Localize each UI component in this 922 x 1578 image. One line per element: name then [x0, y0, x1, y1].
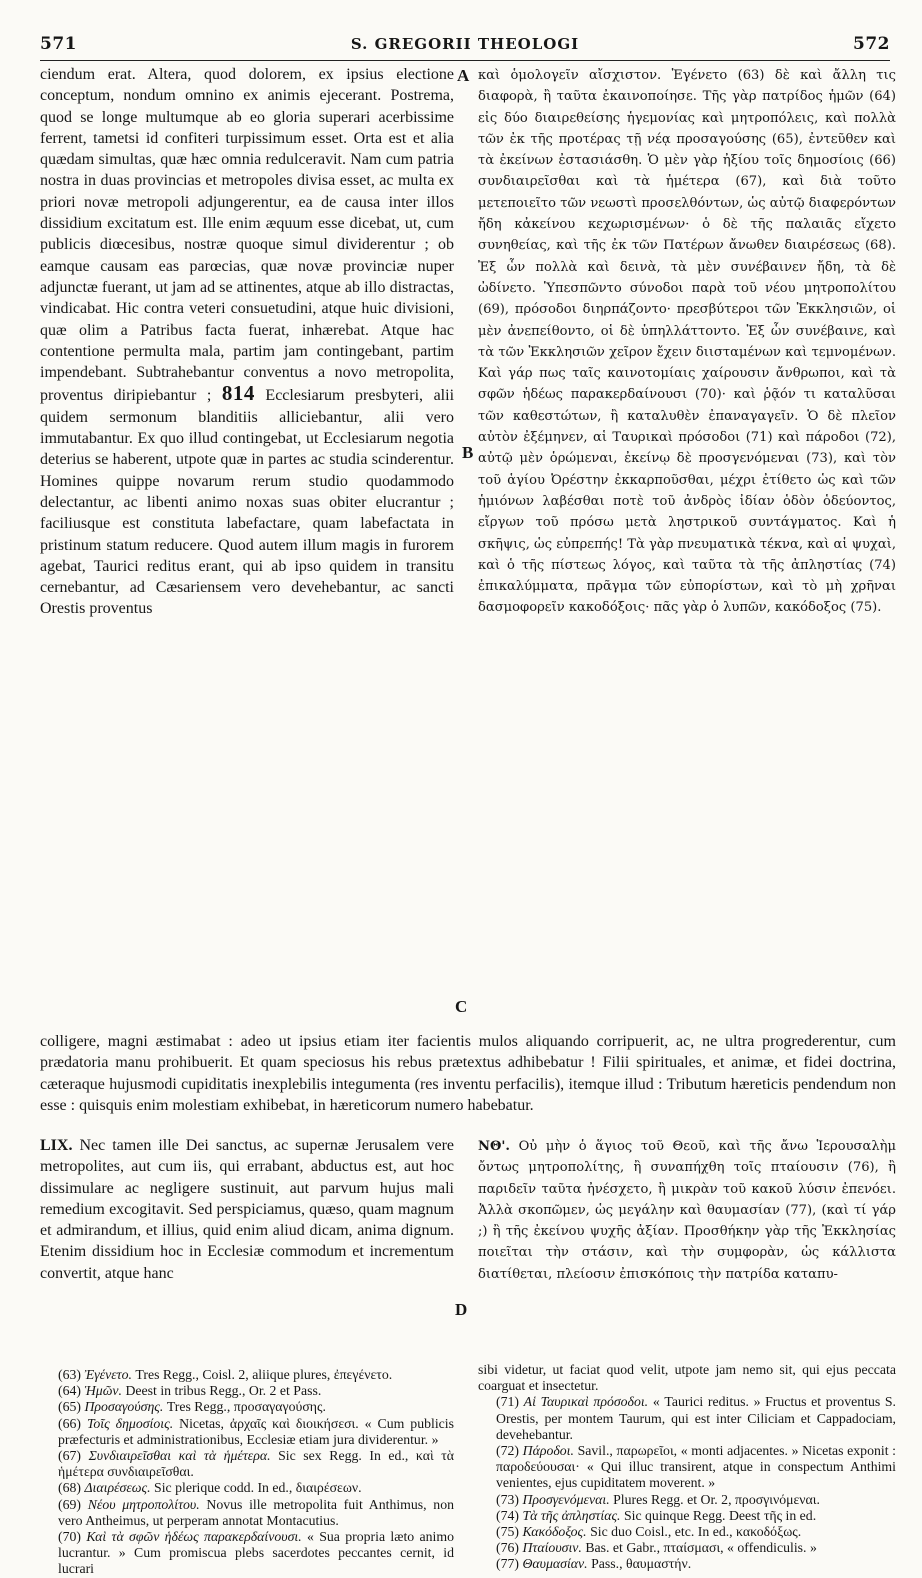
footnote-text: Sic plerique codd. In ed., διαιρέσεων.: [154, 1480, 362, 1496]
footnote-number: (65): [58, 1399, 81, 1415]
latin-text-part2: Ecclesiarum presbyteri, alii quidem sermonum blanditiis alliciebantur, alii vero immutabantur. Ex quo illud contingebat, ut Ecclesiarum negotia deterius se haberent, utpote quæ in partes ac studia scinderentur. Homines quippe novarum rerum studio quodammodo delectantur, ac libenti animo noxas suas obiter elucrantur ; faciliusque est constituta labefactare, quam labefactata in pristinum statum reducere. Quod autem illum magis in furorem agebat, Taurici reditus erant, qui ab ipso quidem in transitu cernebantur, ad Cæsariensem vero devehebantur, ac sancti Orestis proventus: [40, 387, 455, 618]
footnote-number: (74): [496, 1507, 519, 1523]
footnote-lemma: Πάροδοι.: [522, 1443, 574, 1459]
footnote-number: (71): [496, 1394, 519, 1410]
footnotes-left: [40, 1367, 454, 1578]
footnote: [40, 1367, 454, 1383]
greek-paragraph: καὶ ὁμολογεῖν αἴσχιστον. Ἐγένετο (63) δὲ καὶ ἄλλη τις διαφορὰ, ἢ ταῦτα ἐκαινοποίησε. Τῆς γὰρ πατρίδος ἡμῶν (64) εἰς δύο διαιρεθείσης ἡγεμονίας καὶ μητροπόλεις, καὶ πολλὰ τῶν ἐκ τῆς προτέρας τῇ νέᾳ προσαγούσης (65), ἐντεῦθεν καὶ τὰ ἐκείνων ἐστασιάσθη. Ὁ μὲν γὰρ ἠξίου τοῖς δημοσίοις (66) συνδιαιρεῖσθαι καὶ τὰ ἡμέτερα (67), καὶ διὰ τοῦτο μετεποιεῖτο τῶν νεωστὶ προσελθόντων, ὡς αὐτῷ διαφερόντων ἤδη κἀκείνου κεχωρισμένων· ὁ δὲ τῆς παλαιᾶς εἴχετο συνηθείας, καὶ τῆς ἐκ τῶν Πατέρων ἄνωθεν διαιρέσεως (68). Ἐξ ὧν πολλὰ καὶ δεινὰ, τὰ μὲν συνέβαινεν ἤδη, τὰ δὲ ὠδίνετο. Ὑπεσπῶντο σύνοδοι παρὰ τοῦ νέου μητροπολίτου (69), πρόσοδοι διηρπάζοντο· πρεσβύτεροι τῶν Ἐκκλησιῶν, οἱ μὲν ἀνεπείθοντο, οἱ δὲ ὑπηλλάττοντο. Ἐξ ὧν συνέβαινε, καὶ τὰ τῶν Ἐκκλησιῶν χεῖρον ἔχειν διισταμένων καὶ τεμνομένων. Καὶ γάρ πως ταῖς καινοτομίαις χαίρουσιν ἄνθρωποι, καὶ τὰ σφῶν ἡδέως παρακερδαίνουσι (70)· καὶ ῥᾷόν τι καταλῦσαι τῶν καθεστώτων, ἢ καταλυθὲν ἐπαναγαγεῖν. Ὁ δὲ πλεῖον αὐτὸν ἐξέμηνεν, αἱ Ταυρικαὶ πρόσοδοι (71) καὶ πάροδοι (72), αὐτῷ μὲν ὁρώμεναι, ἐκείνῳ δὲ προσγενόμεναι (73), καὶ τὸν τοῦ ἁγίου Ὀρέστην ἐκκαρποῦσθαι, μέχρι ἐτίθετο ὡς καὶ τῶν ἡμιόνων λαβέσθαι ποτὲ τοῦ ἀνδρὸς ἰδίαν ὁδὸν ὁδεύοντος, εἴργων τοῦ πρόσω μετὰ ληστρικοῦ συντάγματος. Καὶ ἡ σκῆψις, ὡς εὐπρεπής! Τὰ γὰρ πνευματικὰ τέκνα, καὶ αἱ ψυχαὶ, καὶ ὁ τῆς πίστεως λόγος, καὶ ταῦτα τὰ τῆς ἀπληστίας (74) ἐπικαλύμματα, πρᾶγμα τῶν εὐπορίστων, καὶ τὸ μὴ χρῆναι δασμοφορεῖν κακοδόξοις· πᾶς γὰρ ὁ λυπῶν, κακόδοξος (75).: [478, 68, 896, 616]
footnote-lemma: Τὰ τῆς ἀπληστίας.: [522, 1507, 621, 1523]
footnote-number: (73): [496, 1491, 519, 1507]
greek-section-paragraph: [478, 1136, 896, 1285]
footnote-number: (66): [58, 1415, 81, 1431]
footnote-text: Pass., θαυμαστήν.: [591, 1556, 692, 1572]
footnote: [478, 1540, 896, 1556]
footnote-lemma: Αἱ Ταυρικαὶ πρόσοδοι.: [523, 1394, 649, 1410]
running-header: [40, 34, 890, 61]
footnote-text: Sic duo Coisl., etc. In ed., κακοδόξως.: [590, 1524, 802, 1540]
footnote-text: « Sua propria læto animo lucrantur. » Cum promiscua plebs sacerdotes peccantes cernit, id lucrari: [58, 1529, 454, 1577]
footnote: [40, 1448, 454, 1480]
margin-letter-d: D: [455, 1300, 468, 1319]
running-title: S. GREGORII THEOLOGI: [350, 35, 580, 53]
footnote-lemma: Νέου μητροπολίτου.: [87, 1496, 200, 1512]
footnote: [478, 1556, 896, 1572]
footnote: [40, 1529, 454, 1578]
column-marker: 814: [221, 381, 255, 406]
footnote-number: (76): [496, 1540, 519, 1556]
section-number-latin: LIX.: [40, 1137, 73, 1154]
footnote-lemma: Τοῖς δημοσίοις.: [86, 1415, 174, 1431]
footnote-text: Nicetas, ἀρχαῖς καὶ διοικήσεσι. « Cum publicis præfecturis et administrationibus, Ecclesiæ etiam jura dividerentur. »: [58, 1415, 454, 1447]
footnote-continuation: sibi videtur, ut faciat quod velit, utpote jam nemo sit, qui ejus peccata coarguat et insectetur.: [478, 1362, 896, 1394]
footnote-lemma: Κακόδοξος.: [522, 1524, 587, 1540]
footnote-number: (70): [58, 1529, 81, 1545]
margin-letter-a: A: [457, 66, 470, 85]
latin-section-paragraph: [40, 1135, 454, 1284]
footnote: [40, 1383, 454, 1399]
latin-full-paragraph: colligere, magni æstimabat : adeo ut ipsius etiam iter facientis mulos aliquando corripuerit, ac, ne ultra progrederentur, cum prædatoria manu prohibuerit. Et quam speciosus his rebus prætextus adhibebatur ! Filii spirituales, et animæ, et fidei doctrina, cæteraque hujusmodi cupiditatis inexplebilis integumenta (res inventu perfacilis), itemque illud : Tributum hæreticis pendendum non esse : quisquis enim molestiam exhibebat, in hæreticorum numero habebatur.: [40, 1033, 896, 1114]
footnote-lemma: Ἐγένετο.: [84, 1367, 132, 1382]
margin-letter-b: B: [462, 443, 474, 462]
footnote-lemma: Καὶ τὰ σφῶν ἡδέως παρακερδαίνουσι.: [86, 1529, 302, 1545]
page-number-right: 572: [853, 34, 890, 54]
footnote: [478, 1492, 896, 1508]
footnote-number: (72): [496, 1443, 519, 1459]
footnote-text: Deest in tribus Regg., Or. 2 et Pass.: [125, 1383, 322, 1399]
footnote-lemma: Ἡμῶν.: [84, 1383, 123, 1399]
latin-column-top: [40, 64, 454, 620]
footnote-number: (67): [58, 1448, 81, 1464]
footnote-number: (77): [496, 1556, 519, 1572]
page-number-left: 571: [40, 34, 77, 54]
footnote-lemma: Πταίουσιν.: [522, 1540, 582, 1556]
section-number-greek: ΝΘ'.: [478, 1139, 510, 1154]
footnote-text: Sic sex Regg. In ed., καὶ τὰ ἡμέτερα συνδιαιρεῖσθαι.: [58, 1448, 455, 1480]
latin-section-text: Nec tamen ille Dei sanctus, ac supernæ Jerusalem vere metropolites, aut cum iis, qui errabant, abductus est, aut hoc dissimulare ac negligere sustinuit, aut parvum hujus mali remedium excogitavit. Sed perspiciamus, quæso, quam magnum et admirandum, et illius, quid enim aliud dicam, anima dignum. Etenim dissidium hoc in Ecclesiæ commodum et incrementum convertit, atque hanc: [40, 1137, 455, 1282]
greek-column-bottom: [478, 1136, 896, 1285]
footnotes-right: [478, 1362, 896, 1573]
greek-column-top: [478, 65, 896, 619]
latin-paragraph: [40, 64, 454, 620]
footnote: [40, 1480, 454, 1496]
footnote-text: Plures Regg. et Or. 2, προσγινόμεναι.: [613, 1491, 820, 1507]
footnote: [478, 1508, 896, 1524]
footnote: [40, 1399, 454, 1415]
footnote-text: Sic quinque Regg. Deest τῆς in ed.: [623, 1507, 817, 1523]
footnote-number: (64): [58, 1383, 81, 1399]
footnote: [40, 1416, 454, 1448]
footnote-text: Bas. et Gabr., πταίσμασι, « offendiculis. »: [585, 1540, 817, 1556]
footnote-number: (69): [58, 1496, 81, 1512]
footnote-number: (68): [58, 1480, 81, 1496]
footnote-text: Tres Regg., Coisl. 2, aliique plures, ἐπεγένετο.: [135, 1367, 393, 1382]
footnote-lemma: Προσαγούσης.: [84, 1399, 164, 1415]
footnote: [478, 1443, 896, 1492]
margin-letter-c: C: [455, 997, 468, 1016]
footnote-number: (63): [58, 1367, 81, 1382]
greek-section-text: Οὐ μὴν ὁ ἅγιος τοῦ Θεοῦ, καὶ τῆς ἄνω Ἱερουσαλὴμ ὄντως μητροπολίτης, ἢ συναπήχθη τοῖς πταίουσιν (76), ἢ παριδεῖν ταῦτα ἠνέσχετο, ἢ μικρὰν τοῦ κακοῦ λύσιν ἐπενόει. Ἀλλὰ σκοπῶμεν, ὡς μεγάλην καὶ θαυμασίαν (77), (καὶ τί γάρ ;) ἢ τῆς ἐκείνου ψυχῆς ἀξίαν. Προσθήκην γὰρ τῆς Ἐκκλησίας ποιεῖται τὴν στάσιν, καὶ τὴν συμφορὰν, ὡς κάλλιστα διατίθεται, πλείοσιν ἐπισκόποις τὴν πατρίδα καταπυ-: [478, 1139, 896, 1282]
footnote-text: « Taurici reditus. » Fructus et proventus S. Orestis, per montem Taurum, qui est inter Ciliciam et Cappadociam, devehebantur.: [496, 1394, 896, 1442]
footnote-number: (75): [496, 1524, 519, 1540]
footnote: [40, 1497, 454, 1529]
footnote-lemma: Διαιρέσεως.: [84, 1480, 151, 1496]
footnote-lemma: Προσγενόμεναι.: [522, 1491, 610, 1507]
latin-column-bottom: [40, 1135, 454, 1284]
footnote: [478, 1394, 896, 1443]
footnote-text: Tres Regg., προσαγαγούσης.: [166, 1399, 326, 1415]
footnote-lemma: Συνδιαιρεῖσθαι καὶ τὰ ἡμέτερα.: [88, 1448, 271, 1464]
footnote: [478, 1524, 896, 1540]
footnote-lemma: Θαυμασίαν.: [522, 1556, 588, 1572]
footnote-text: Novus ille metropolita fuit Anthimus, non vero Antheimus, ut perperam annotat Montacutius.: [58, 1496, 455, 1528]
footnote-text: Savil., παρωρεῖοι, « monti adjacentes. » Nicetas exponit : παροδεύουσαι· « Qui illuc transirent, atque in conspectum Anthimi venientes, ejus cupiditatem moverent. »: [496, 1443, 897, 1491]
latin-full-width-text: [40, 1031, 896, 1116]
latin-text-part1: ciendum erat. Altera, quod dolorem, ex ipsius electione conceptum, nondum omnino ex animis ejecerant. Postrema, quod se longe multumque ab eo gloria superari acerbissime ferrent, tametsi id confiteri turpissimum esset. Orta est et alia quædam simultas, quæ hæc omnia redulceravit. Nam cum patria nostra in duas provincias et metropoles divisa esset, ac multa ex priori novæ metropoli adjungerentur, ea de causa inter illos dissidium excitatum est. Ille enim æquum esse dicebat, ut, cum publicis diœcesibus, nostræ quoque simul dividerentur ; ob eamque causam eas parœcias, quæ novæ provinciæ nuper adjunctæ fuerant, ut jam ad se attinentes, atque ab illo distractas, vindicabat. Hic contra veteri consuetudini, atque huic divisioni, quæ olim a Patribus facta fuerat, inhærebat. Atque hac contentione permulta mala, partim jam contingebant, partim impendebant. Subtrahebantur conventus a novo metropolita, proventus diripiebantur ;: [40, 66, 454, 405]
